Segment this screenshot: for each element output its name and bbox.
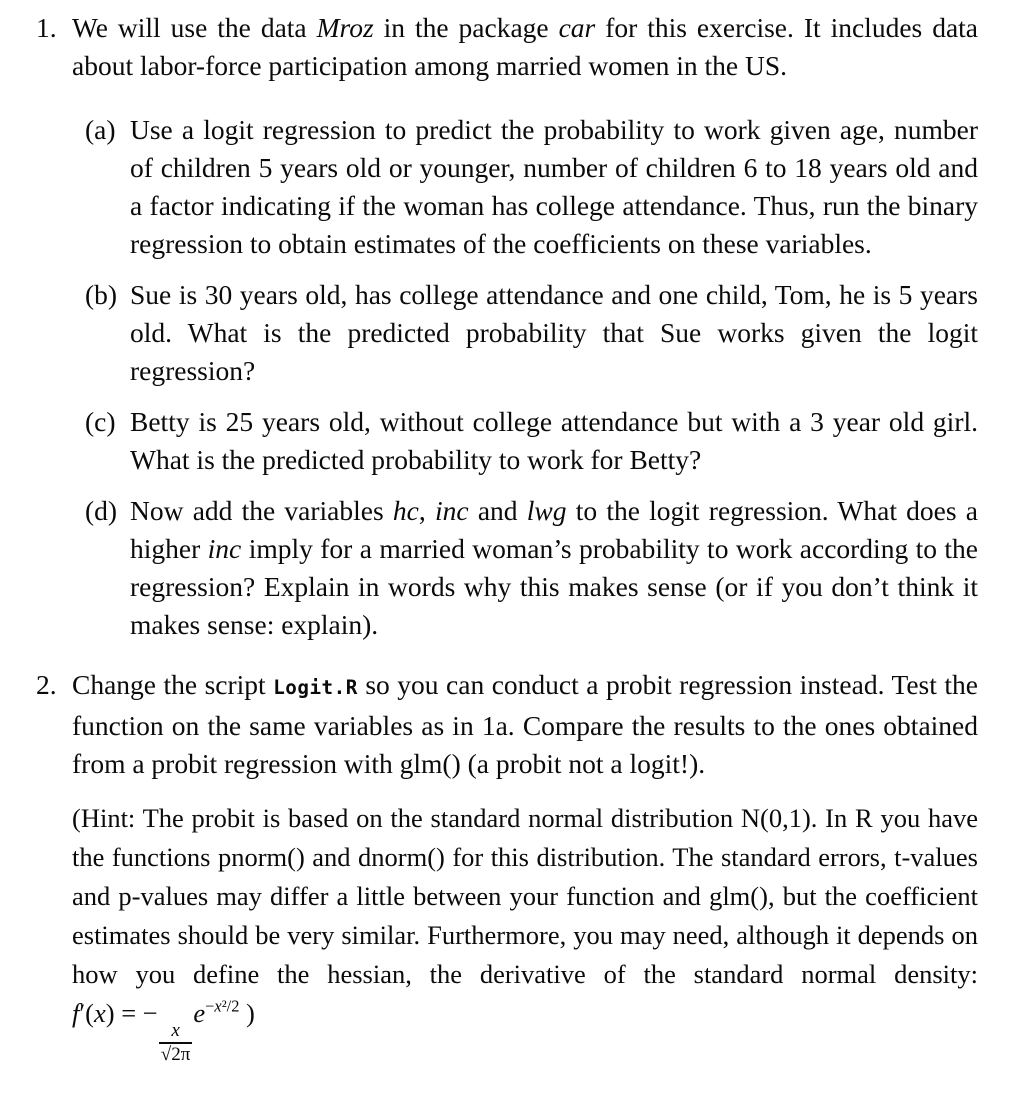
formula-fraction [159,1021,193,1065]
subitem-c [72,403,978,479]
list-item-1 [36,9,978,644]
item2-text-1: Change the script [72,669,274,700]
hint-text: (Hint: The probit is based on the standard normal distribution N(0,1). In R you have the functions pnorm() and dnorm() for this distribution. The standard errors, t-values and p-values may differ a little between your function and glm(), but the coefficient estimates should be very similar. Furthermore, you may need, although it depends on how you define the hessian, the derivative of the standard normal density: [72,803,978,989]
d-text-1: Now add the variables [130,495,393,526]
item-2-paragraph [72,666,978,783]
item-1-body [72,9,978,644]
formula-e: e [193,998,206,1028]
d-text-5: imply for a married woman’s probability to work according to the regression? Explain in words why this makes sense (or if you don’t think it makes sense: explain). [130,533,978,640]
d-text-3: and [468,495,527,526]
intro-text-1: We will use the data [72,12,317,43]
formula-prime-paren: ′( [79,998,94,1028]
subitem-c-label: (c) [85,406,116,437]
item-2-number: 2. [36,669,57,700]
sqrt-sign: √ [160,1044,172,1066]
variable-lwg: lwg [526,495,567,526]
subitem-b-label: (b) [85,279,118,310]
subitem-a-label: (a) [85,114,116,145]
fraction-denominator [159,1042,193,1065]
formula-x: x [94,998,106,1028]
subitem-b-text: Sue is 30 years old, has college attendance and one child, Tom, he is 5 years old. What is the predicted probability that Sue works given the logit regression? [130,279,978,386]
item2-text-2: so you can conduct a probit regression instead. Test the function on the same variables as in 1a. Compare the results to the ones obtained from a probit regression with glm() (a probit not a logit!). [72,669,978,779]
exp-minus: − [205,996,215,1016]
item-2-body [72,666,978,1065]
package-name-car: car [558,12,596,43]
subitem-d-text [130,492,978,644]
formula-equals-minus: ) = − [105,998,158,1028]
d-text-2: , [418,495,435,526]
item-1-number: 1. [36,12,57,43]
dataset-name-mroz: Mroz [316,12,374,43]
formula-closing-paren: ) [239,998,255,1028]
script-name-logit-r: Logit.R [273,676,358,699]
item-1-intro-paragraph [72,9,978,85]
subitem-a [72,111,978,263]
subitem-a-text: Use a logit regression to predict the probability to work given age, number of children 5 years old or younger, number of children 6 to 18 years old and a factor indicating if the woman has college attendance. Thus, run the binary regression to obtain estimates of the coefficients on these variables. [130,114,978,259]
d-text-4: to the logit regression. What does a higher [130,495,979,564]
variable-inc: inc [435,495,469,526]
exp-x: x [214,996,222,1016]
subitem-c-text: Betty is 25 years old, without college attendance but with a 3 year old girl. What is the predicted probability to work for Betty? [130,406,978,475]
fraction-numerator: x [171,1020,180,1042]
hint-paragraph [72,799,978,1065]
sublist [72,111,978,644]
subitem-d [72,492,978,644]
sqrt-radicand: 2π [171,1044,191,1066]
subitem-d-label: (d) [85,495,118,526]
variable-hc: hc [392,495,419,526]
exp-rest: ²/2 [221,996,240,1016]
formula-exponent [205,996,239,1015]
intro-text-2: in the package [373,12,559,43]
subitem-b [72,276,978,390]
intro-text-3: for this exercise. It includes data about labor-force participation among married women in the US. [72,12,978,81]
variable-inc-2: inc [207,533,242,564]
formula-f: f [72,998,80,1028]
list-item-2 [36,666,978,1065]
